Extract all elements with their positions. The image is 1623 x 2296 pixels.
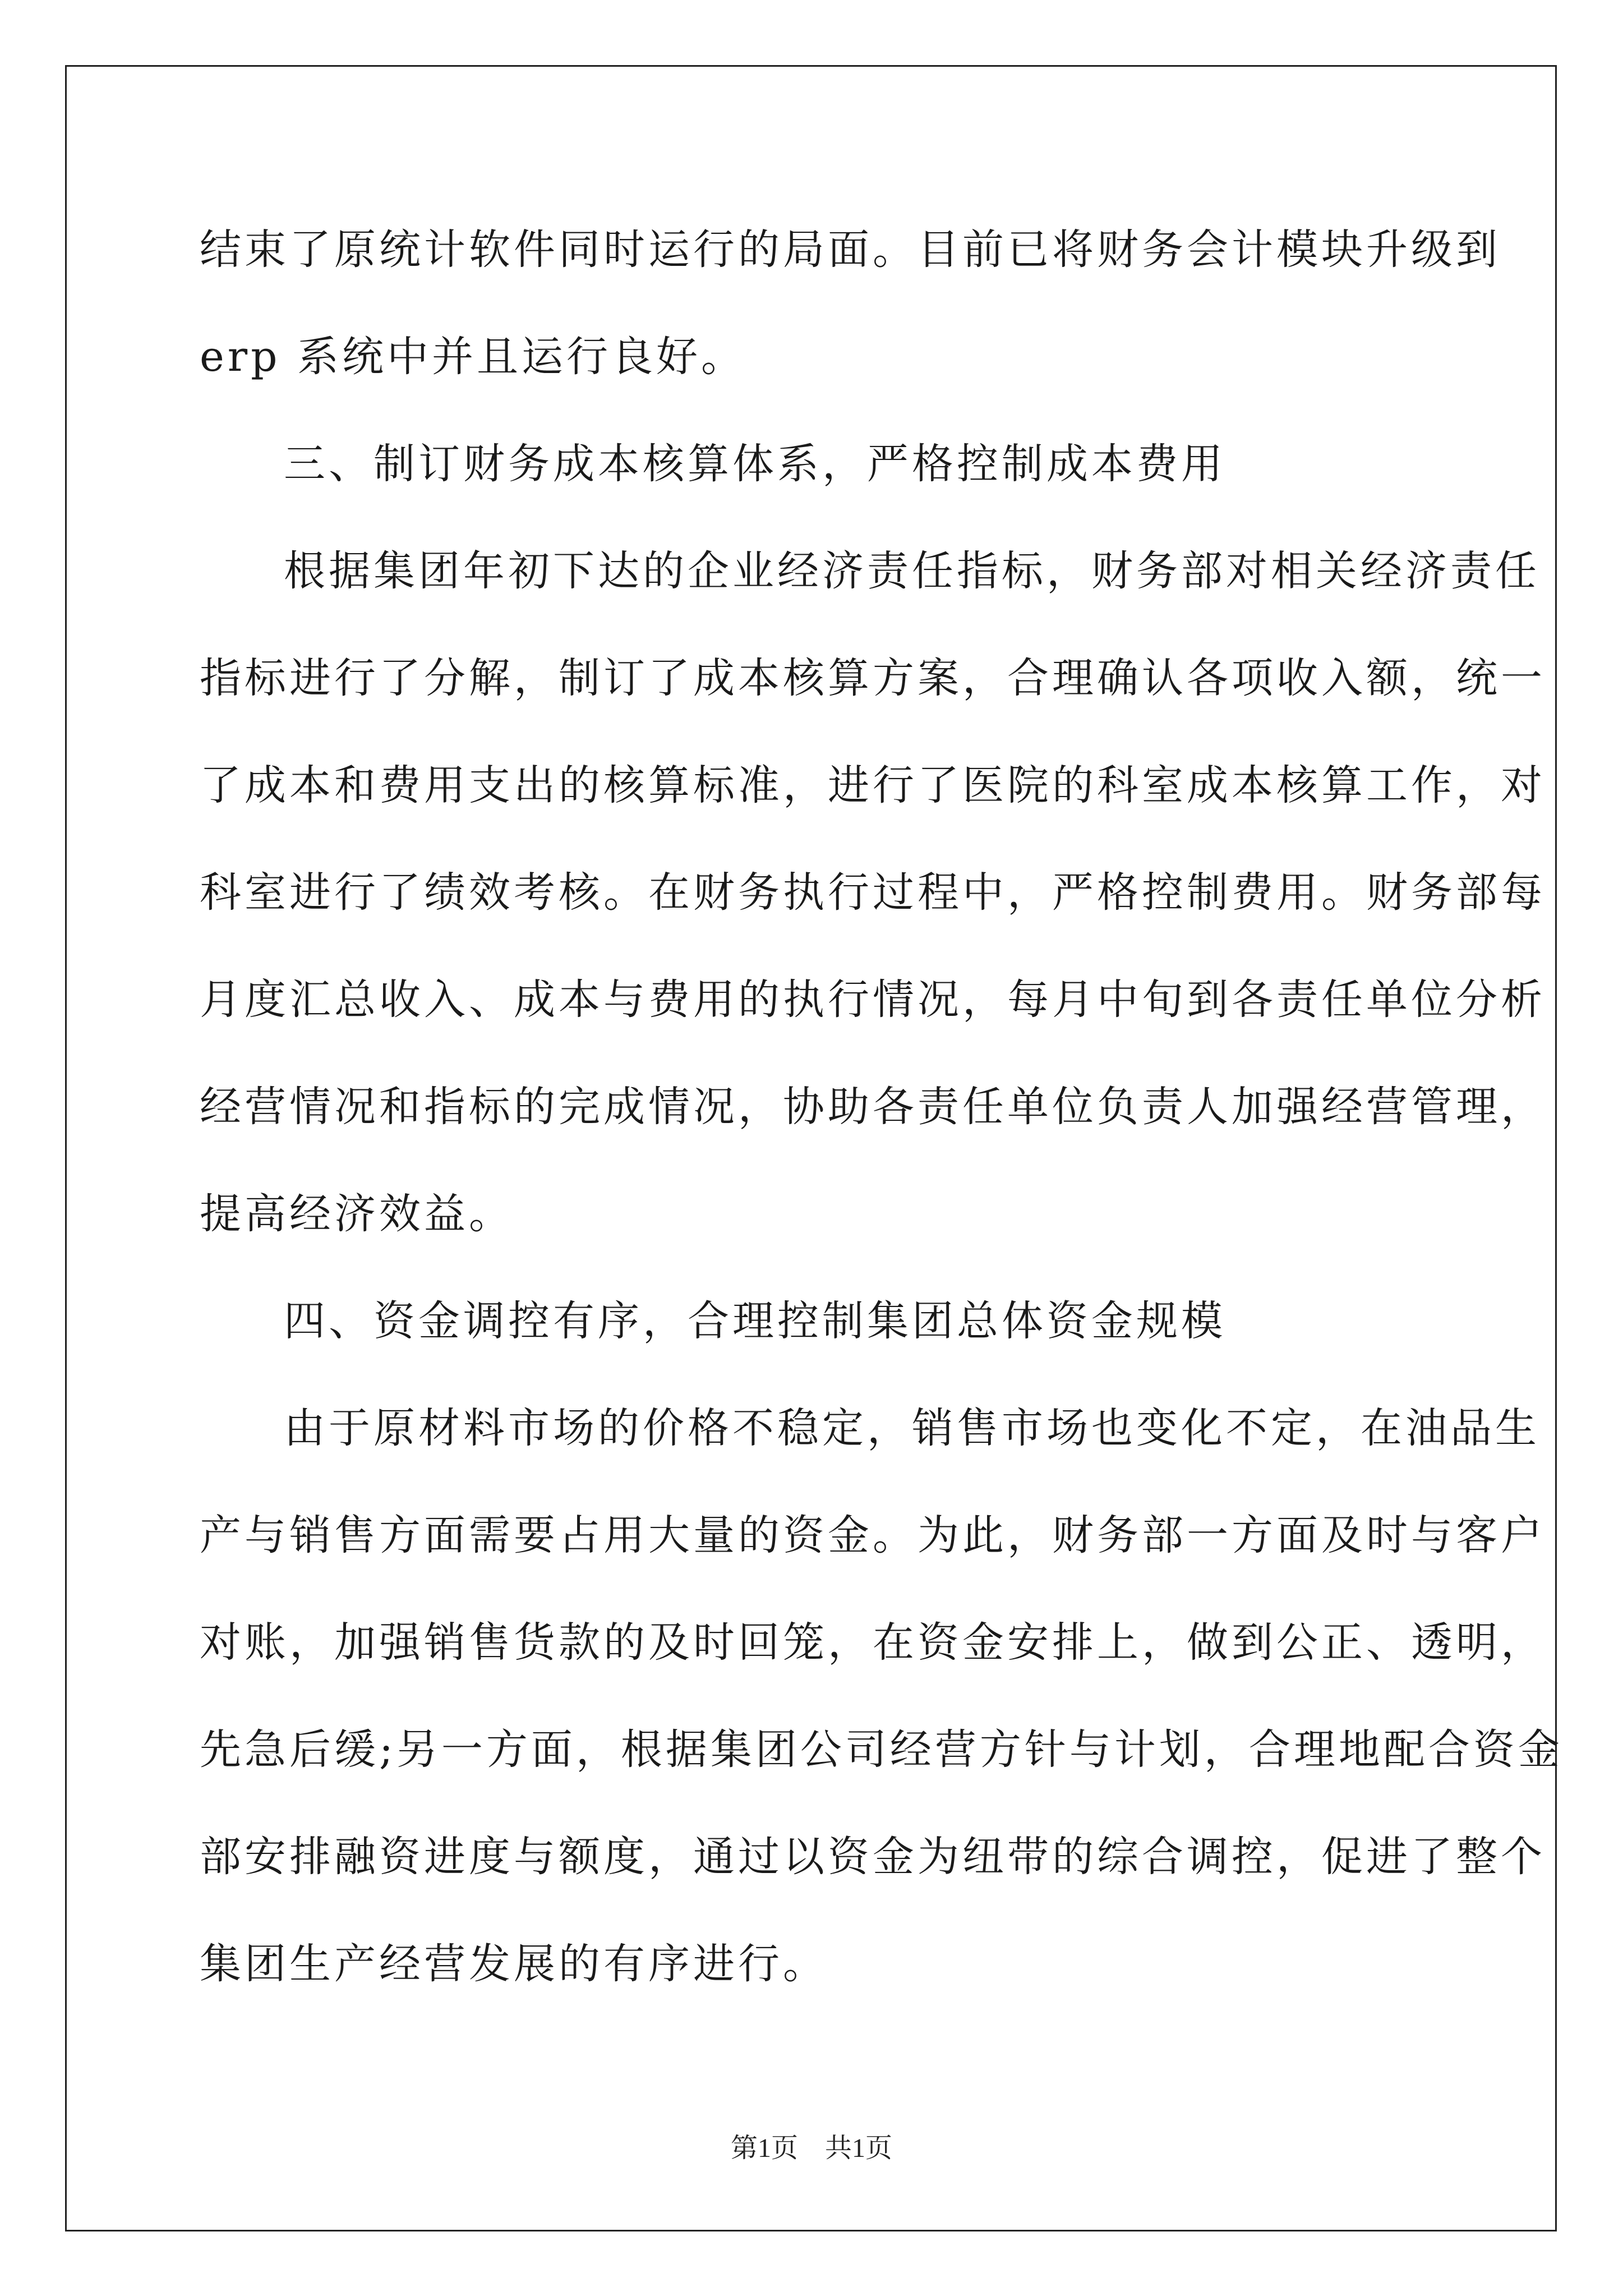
text-line-13: 产与销售方面需要占用大量的资金。为此，财务部一方面及时与客户 [200,1511,1546,1559]
text-line-4: 根据集团年初下达的企业经济责任指标，财务部对相关经济责任 [284,547,1540,595]
text-line-9: 经营情况和指标的完成情况，协助各责任单位负责人加强经营管理， [200,1083,1546,1131]
text-line-6: 了成本和费用支出的核算标准，进行了医院的科室成本核算工作，对 [200,761,1546,809]
section-heading-3: 三、制订财务成本核算体系，严格控制成本费用 [284,440,1226,488]
text-line-12: 由于原材料市场的价格不稳定，销售市场也变化不定，在油品生 [284,1404,1540,1452]
text-line-1: 结束了原统计软件同时运行的局面。目前已将财务会计模块升级到 [200,226,1501,274]
text-line-2: erp 系统中并且运行良好。 [200,333,746,381]
text-line-8: 月度汇总收入、成本与费用的执行情况，每月中旬到各责任单位分析 [200,976,1546,1024]
text-line-15: 先急后缓;另一方面，根据集团公司经营方针与计划，合理地配合资金 [200,1726,1563,1774]
page-number-footer: 第1页 共1页 [730,2133,892,2163]
text-line-16: 部安排融资进度与额度，通过以资金为纽带的综合调控，促进了整个 [200,1833,1546,1881]
text-line-14: 对账，加强销售货款的及时回笼，在资金安排上，做到公正、透明， [200,1618,1546,1667]
document-body [200,216,1563,2037]
section-heading-4: 四、资金调控有序，合理控制集团总体资金规模 [284,1297,1226,1345]
text-line-5: 指标进行了分解，制订了成本核算方案，合理确认各项收入额，统一 [200,654,1546,702]
text-line-7: 科室进行了绩效考核。在财务执行过程中，严格控制费用。财务部每 [200,868,1546,917]
text-line-17: 集团生产经营发展的有序进行。 [200,1940,828,1988]
text-line-10: 提高经济效益。 [200,1190,514,1238]
